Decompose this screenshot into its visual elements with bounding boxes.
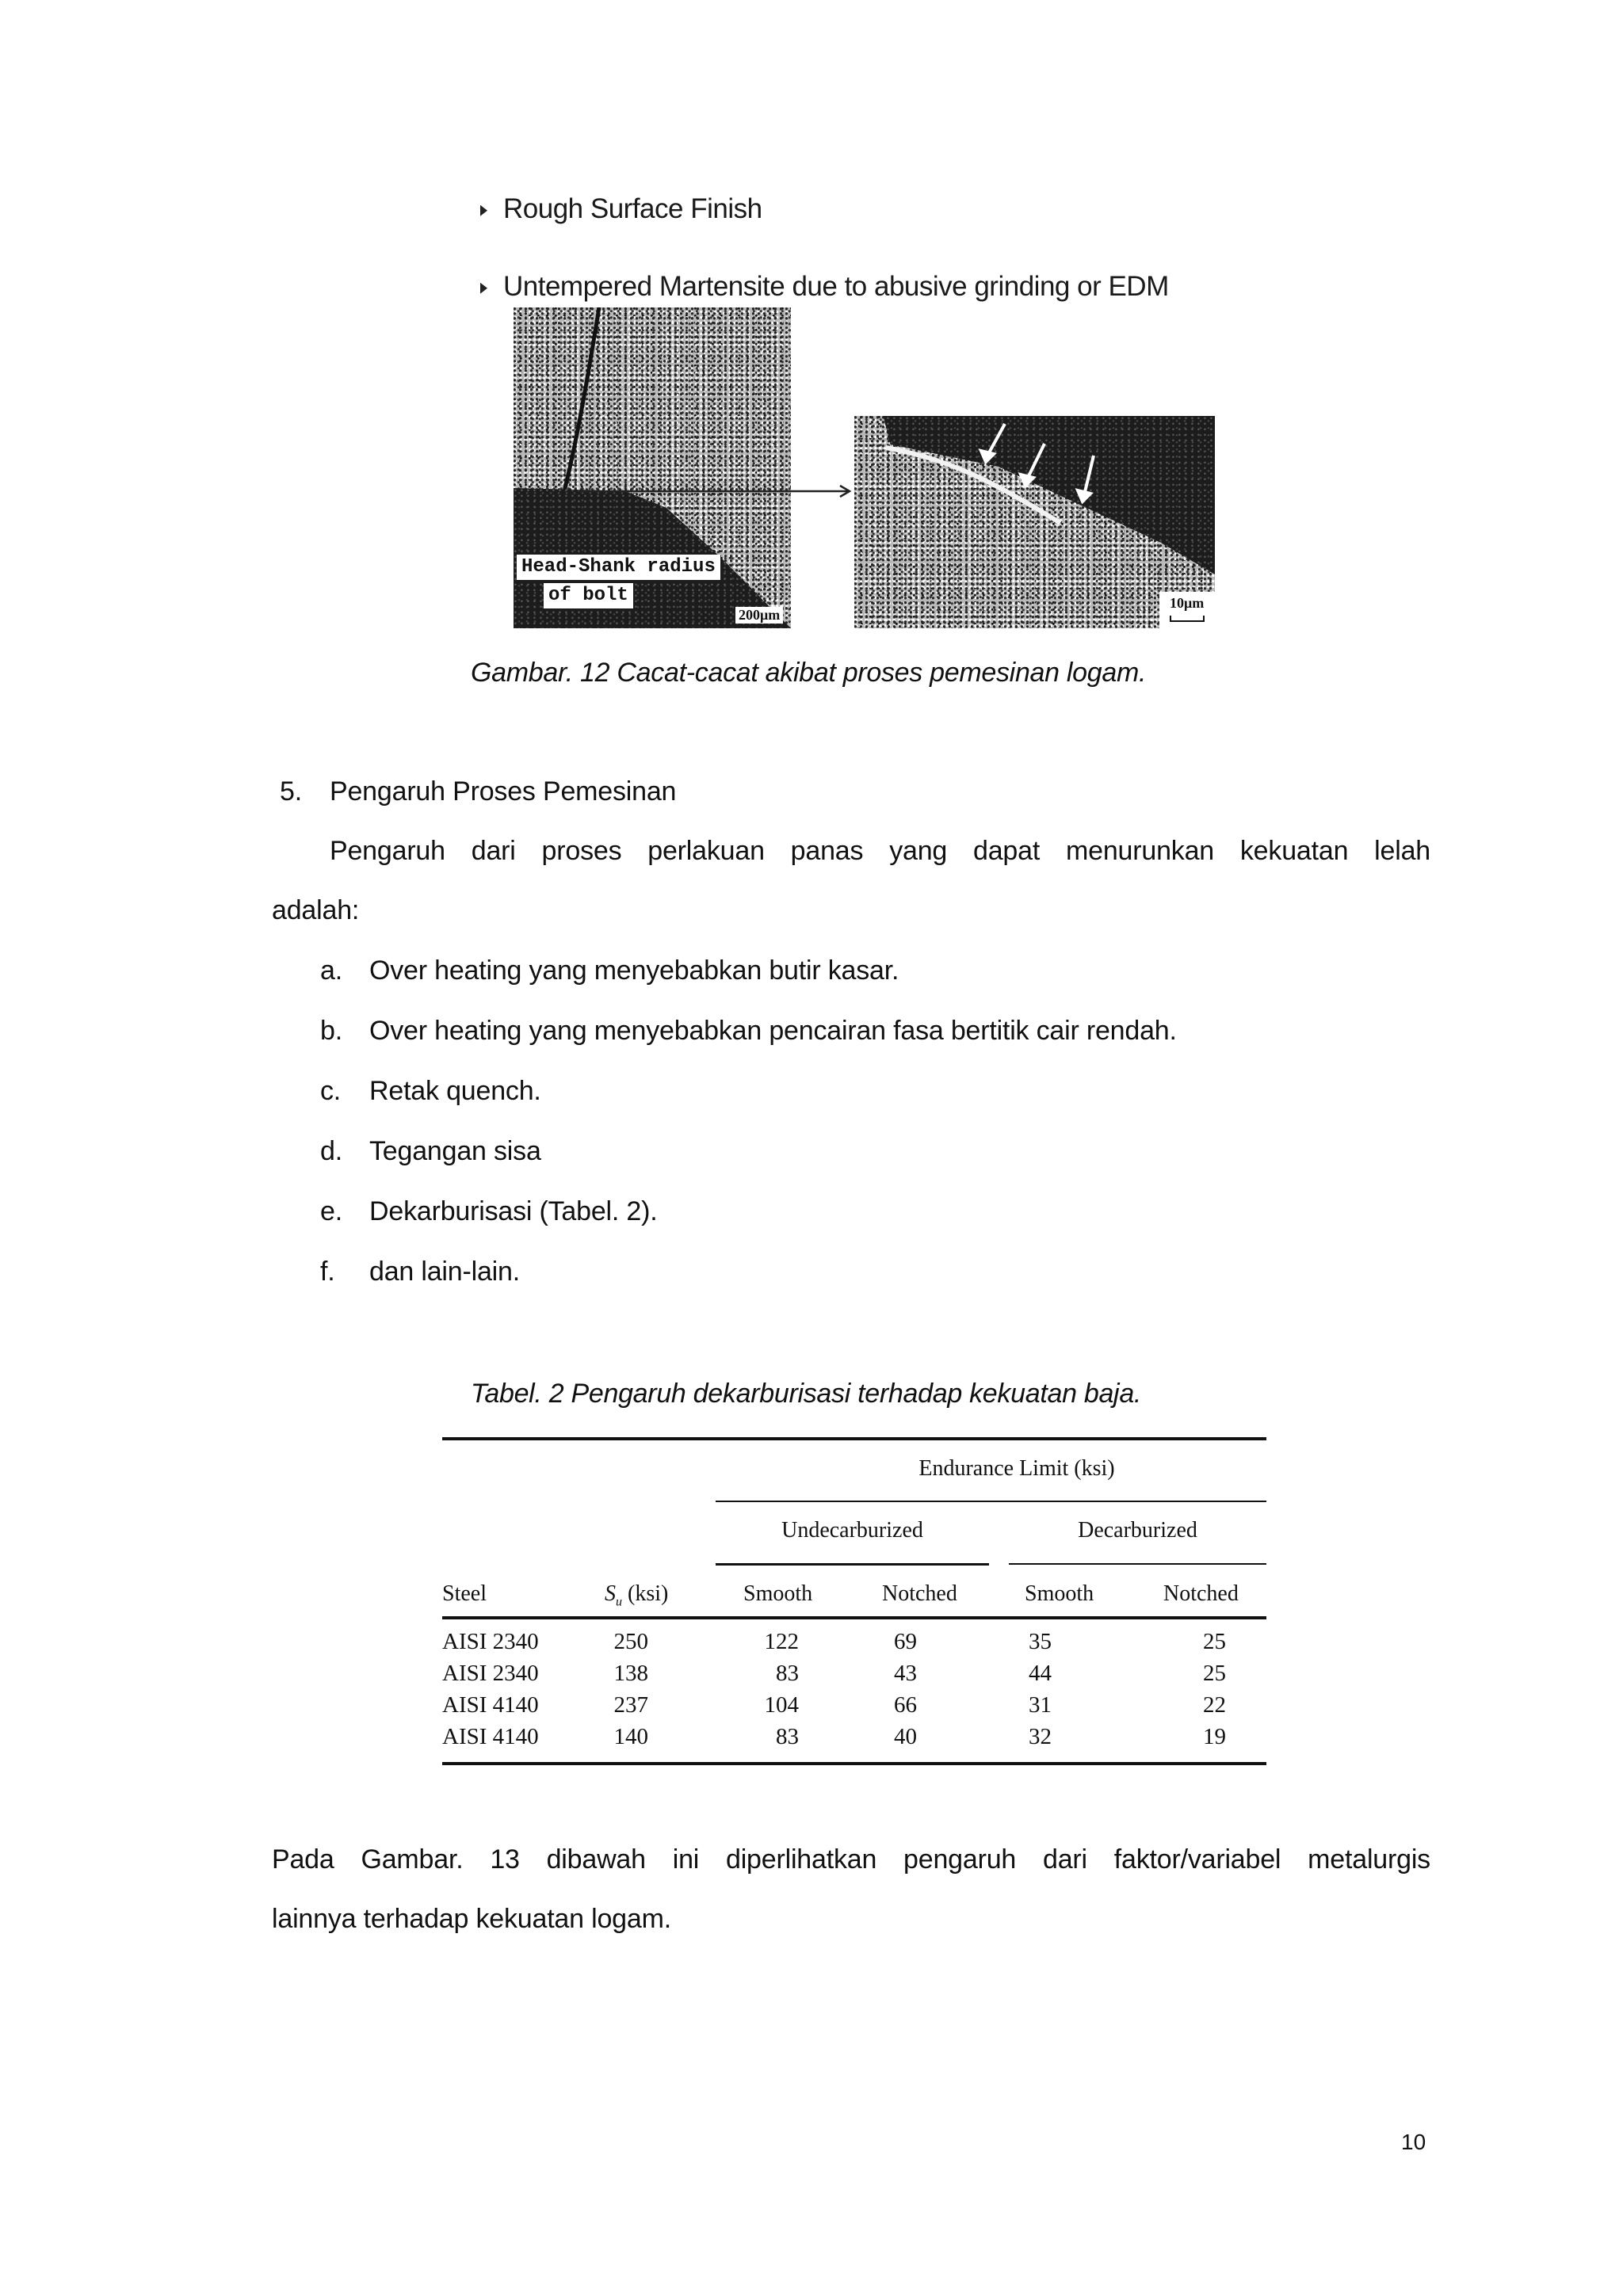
figure-12-caption: Gambar. 12 Cacat-cacat akibat proses pemesinan logam. [471, 658, 1147, 688]
group-header-rule [716, 1501, 1266, 1502]
intro-paragraph-line1: Pengaruh dari proses perlakuan panas yang dapat menurunkan kekuatan lelah [330, 836, 1430, 866]
closing-paragraph-line1: Pada Gambar. 13 dibawah ini diperlihatkan pengaruh dari faktor/variabel metalurgis [272, 1844, 1430, 1875]
col-header-su: $S_u$ (ksi) [605, 1581, 669, 1609]
subgroup-decarburized: Decarburized [1078, 1518, 1197, 1543]
table-top-rule [442, 1437, 1266, 1440]
micrograph-left-image [514, 307, 791, 628]
table-2: Endurance Limit (ksi) Undecarburized Decarburized Steel $S_u$ (ksi) Smooth Notched Smooth Notched AISI 2340 250 122 69 35 25 AISI 2340 138 83 43 44 25 AISI 4140 237 104 66 31 22 AISI 4140 140 83 40 32 19 [442, 1434, 1266, 1767]
section-number: 5. [280, 776, 302, 807]
table-bottom-rule [442, 1762, 1266, 1765]
scale-bar-10um: 10μm [1170, 595, 1205, 611]
figure-bullet-rough-surface: Rough Surface Finish [480, 193, 762, 225]
subgroup-undecarburized: Undecarburized [781, 1518, 923, 1543]
list-item: b. Over heating yang menyebabkan pencairan fasa bertitik cair rendah. [320, 1016, 1177, 1046]
intro-paragraph-line2: adalah: [272, 895, 360, 925]
col-header-undecarb-smooth: Smooth [743, 1581, 813, 1606]
subgroup-rule-decarburized [1009, 1563, 1266, 1565]
micrograph-right-image [854, 416, 1215, 628]
group-header-endurance-limit: Endurance Limit (ksi) [918, 1456, 1115, 1481]
connector-arrow-icon [579, 483, 856, 499]
list-item: d. Tegangan sisa [320, 1136, 541, 1166]
section-heading: Pengaruh Proses Pemesinan [330, 776, 677, 807]
list-item: e. Dekarburisasi (Tabel. 2). [320, 1196, 658, 1226]
col-header-decarb-smooth: Smooth [1025, 1581, 1094, 1606]
bullet-icon [480, 205, 487, 216]
col-header-decarb-notched: Notched [1163, 1581, 1239, 1606]
figure-bullet-untempered-martensite: Untempered Martensite due to abusive grinding or EDM [480, 271, 1169, 303]
bullet-icon [480, 283, 487, 294]
closing-paragraph-line2: lainnya terhadap kekuatan logam. [272, 1904, 671, 1934]
micrograph-label-line2: of bolt [544, 583, 633, 608]
scale-bar-200um: 200μm [735, 607, 783, 624]
scale-bar-bracket [1170, 616, 1205, 622]
col-header-steel: Steel [442, 1581, 487, 1606]
header-body-rule [442, 1616, 1266, 1619]
col-header-undecarb-notched: Notched [882, 1581, 957, 1606]
list-item: f. dan lain-lain. [320, 1257, 520, 1287]
micrograph-label-line1: Head-Shank radius [517, 555, 720, 580]
page-number: 10 [1401, 2130, 1426, 2154]
subgroup-rule-undecarburized [716, 1563, 989, 1566]
table-2-caption: Tabel. 2 Pengaruh dekarburisasi terhadap kekuatan baja. [471, 1379, 1142, 1409]
list-item: a. Over heating yang menyebabkan butir kasar. [320, 955, 899, 986]
list-item: c. Retak quench. [320, 1076, 541, 1106]
